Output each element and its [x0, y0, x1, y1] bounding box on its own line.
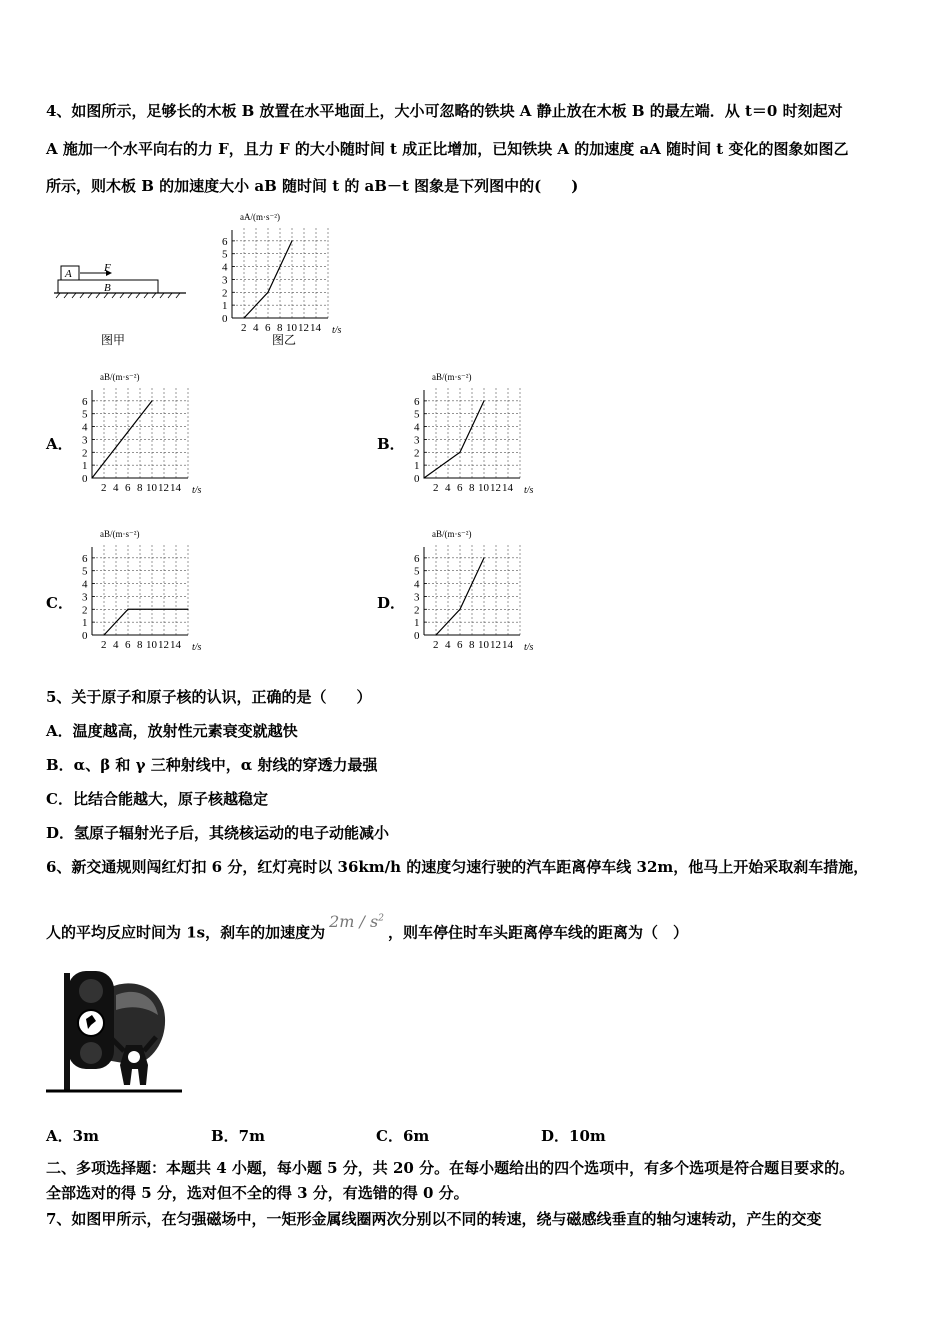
- q5-option-a[interactable]: A．温度越高，放射性元素衰变就越快: [46, 722, 298, 740]
- x-tick-label: 14: [170, 639, 181, 651]
- data-point: [459, 609, 460, 610]
- y-tick-label: 3: [414, 434, 420, 447]
- q4-line-2: A 施加一个水平向右的力 F，且力 F 的大小随时间 t 成正比增加，已知铁块 A 的加速度 aA 随时间 t 变化的图象如图乙: [46, 140, 849, 158]
- data-point: [291, 240, 292, 241]
- q4-line-1: 4、如图所示，足够长的木板 B 放置在水平地面上，大小可忽略的铁块 A 静止放在木板 B 的最左端．从 t＝0 时刻起对: [46, 102, 843, 120]
- x-tick-label: 10: [146, 639, 157, 651]
- data-point: [267, 292, 268, 293]
- data-point: [91, 477, 92, 478]
- figure-jia-caption: 图甲: [101, 333, 126, 347]
- bottom-lamp: [80, 1042, 102, 1064]
- q6-line-2: [46, 912, 688, 942]
- x-tick-label: 6: [457, 482, 463, 494]
- y-tick-label: 4: [82, 578, 88, 591]
- y-tick-label: 2: [82, 447, 88, 460]
- y-tick-label: 6: [414, 552, 420, 565]
- x-tick-label: 10: [478, 482, 489, 494]
- y-tick-label: 3: [414, 591, 420, 604]
- y-tick-label: 4: [82, 421, 88, 434]
- y-tick-label: 6: [82, 395, 88, 408]
- y-tick-label: 4: [222, 261, 228, 274]
- y-tick-label: 5: [414, 565, 420, 578]
- block-a-label: A: [65, 268, 72, 280]
- x-tick-label: 4: [445, 639, 451, 651]
- y-axis-label: aB/(m·s⁻²): [432, 372, 472, 382]
- y-tick-label: 2: [222, 287, 228, 300]
- y-tick-label: 0: [222, 313, 228, 325]
- y-tick-label: 1: [82, 460, 88, 473]
- x-tick-label: 4: [253, 322, 259, 334]
- section-2-line-1: 二、多项选择题：本题共 4 小题，每小题 5 分，共 20 分。在每小题给出的四个选项中，有多个选项是符合题目要求的。: [46, 1159, 855, 1177]
- figure-jia: [46, 258, 191, 350]
- q4-option-a-label[interactable]: A．: [46, 435, 73, 453]
- x-tick-label: 12: [298, 322, 309, 334]
- y-tick-label: 3: [82, 434, 88, 447]
- y-axis-label: aB/(m·s⁻²): [432, 529, 472, 539]
- x-tick-label: 8: [469, 639, 475, 651]
- x-tick-label: 4: [445, 482, 451, 494]
- x-axis-label: t/s: [192, 642, 202, 653]
- q4-option-b-chart[interactable]: [402, 368, 552, 498]
- x-tick-label: 10: [478, 639, 489, 651]
- y-tick-label: 6: [82, 552, 88, 565]
- data-point: [243, 317, 244, 318]
- q6-formula-base: 2m / s: [329, 912, 379, 932]
- q4-option-c-chart[interactable]: [70, 525, 220, 655]
- x-tick-label: 12: [158, 639, 169, 651]
- x-tick-label: 10: [286, 322, 297, 334]
- y-tick-label: 2: [82, 604, 88, 617]
- top-lamp: [79, 979, 103, 1003]
- q4-option-b-label[interactable]: B．: [377, 435, 405, 453]
- x-tick-label: 4: [113, 639, 119, 651]
- x-tick-label: 12: [490, 482, 501, 494]
- y-tick-label: 4: [414, 578, 420, 591]
- y-tick-label: 5: [82, 408, 88, 421]
- x-tick-label: 14: [502, 639, 513, 651]
- x-tick-label: 8: [137, 482, 143, 494]
- x-axis-label: t/s: [192, 485, 202, 496]
- q6-option-d[interactable]: D．10m: [541, 1127, 606, 1145]
- y-tick-label: 0: [82, 630, 88, 642]
- q6-line-1: 6、新交通规则闯红灯扣 6 分，红灯亮时以 36km/h 的速度匀速行驶的汽车距离停车线 32m，他马上开始采取刹车措施，: [46, 858, 869, 876]
- q4-option-c-label[interactable]: C．: [46, 594, 73, 612]
- traffic-light-illustration: [46, 965, 186, 1097]
- q6-option-b[interactable]: B．7m: [211, 1127, 265, 1145]
- data-point: [483, 557, 484, 558]
- q4-line-3: 所示，则木板 B 的加速度大小 aB 随时间 t 的 aB－t 图象是下列图中的( ): [46, 177, 579, 195]
- ground-hatch: [56, 293, 180, 298]
- x-tick-label: 2: [101, 639, 107, 651]
- y-axis-label: aA/(m·s⁻²): [240, 212, 280, 222]
- x-tick-label: 2: [433, 482, 439, 494]
- y-tick-label: 1: [82, 617, 88, 630]
- board-b-label: B: [104, 282, 111, 294]
- y-tick-label: 0: [414, 473, 420, 485]
- y-tick-label: 0: [82, 473, 88, 485]
- y-axis-label: aB/(m·s⁻²): [100, 372, 140, 382]
- y-tick-label: 2: [414, 447, 420, 460]
- x-tick-label: 14: [170, 482, 181, 494]
- data-point: [127, 609, 128, 610]
- y-tick-label: 5: [222, 248, 228, 261]
- x-tick-label: 14: [310, 322, 321, 334]
- x-tick-label: 12: [490, 639, 501, 651]
- data-point: [151, 400, 152, 401]
- x-tick-label: 4: [113, 482, 119, 494]
- y-tick-label: 5: [414, 408, 420, 421]
- x-axis-label: t/s: [524, 485, 534, 496]
- x-tick-label: 2: [433, 639, 439, 651]
- y-tick-label: 1: [414, 460, 420, 473]
- x-tick-label: 6: [125, 482, 131, 494]
- person-head: [128, 1051, 140, 1063]
- x-tick-label: 6: [125, 639, 131, 651]
- x-tick-label: 6: [457, 639, 463, 651]
- y-tick-label: 5: [82, 565, 88, 578]
- x-tick-label: 10: [146, 482, 157, 494]
- q6-formula: [329, 912, 384, 931]
- q6-option-c[interactable]: C．6m: [376, 1127, 430, 1145]
- x-tick-label: 8: [277, 322, 283, 334]
- q4-option-d-chart[interactable]: [402, 525, 552, 655]
- y-tick-label: 4: [414, 421, 420, 434]
- y-tick-label: 6: [222, 235, 228, 248]
- q5-option-b[interactable]: B．α、β 和 γ 三种射线中，α 射线的穿透力最强: [46, 756, 378, 774]
- x-tick-label: 2: [101, 482, 107, 494]
- data-point: [459, 452, 460, 453]
- y-tick-label: 6: [414, 395, 420, 408]
- q6-line-2b: ，则车停住时车头距离停车线的距离为（ ）: [387, 923, 688, 942]
- x-tick-label: 14: [502, 482, 513, 494]
- chart-caption: 图乙: [272, 333, 297, 347]
- x-axis-label: t/s: [524, 642, 534, 653]
- x-tick-label: 12: [158, 482, 169, 494]
- force-label: F: [104, 262, 111, 274]
- y-tick-label: 3: [222, 274, 228, 287]
- data-point: [483, 400, 484, 401]
- y-tick-label: 3: [82, 591, 88, 604]
- q4-option-a-chart[interactable]: [70, 368, 220, 498]
- q7-line-1: 7、如图甲所示，在匀强磁场中，一矩形金属线圈两次分别以不同的转速，绕与磁感线垂直的轴匀速转动，产生的交变: [46, 1210, 822, 1228]
- q6-formula-sup: 2: [378, 914, 384, 924]
- y-tick-label: 1: [222, 300, 228, 313]
- q5-option-d[interactable]: D．氢原子辐射光子后，其绕核运动的电子动能减小: [46, 824, 390, 842]
- data-point: [435, 634, 436, 635]
- data-point: [103, 634, 104, 635]
- y-tick-label: 0: [414, 630, 420, 642]
- section-2-line-2: 全部选对的得 5 分，选对但不全的得 3 分，有选错的得 0 分。: [46, 1184, 469, 1202]
- x-tick-label: 8: [469, 482, 475, 494]
- x-tick-label: 6: [265, 322, 271, 334]
- figure-yi-chart: [210, 208, 350, 350]
- q6-option-a[interactable]: A．3m: [46, 1127, 99, 1145]
- data-point: [187, 609, 188, 610]
- y-axis-label: aB/(m·s⁻²): [100, 529, 140, 539]
- y-tick-label: 1: [414, 617, 420, 630]
- x-tick-label: 8: [137, 639, 143, 651]
- data-point: [423, 477, 424, 478]
- q6-line-2a: 人的平均反应时间为 1s，刹车的加速度为: [46, 923, 326, 942]
- q4-option-d-label[interactable]: D．: [377, 594, 406, 612]
- q5-option-c[interactable]: C．比结合能越大，原子核越稳定: [46, 790, 268, 808]
- q5-stem: 5、关于原子和原子核的认识，正确的是（ ）: [46, 688, 372, 706]
- y-tick-label: 2: [414, 604, 420, 617]
- x-tick-label: 2: [241, 322, 247, 334]
- x-axis-label: t/s: [332, 325, 342, 336]
